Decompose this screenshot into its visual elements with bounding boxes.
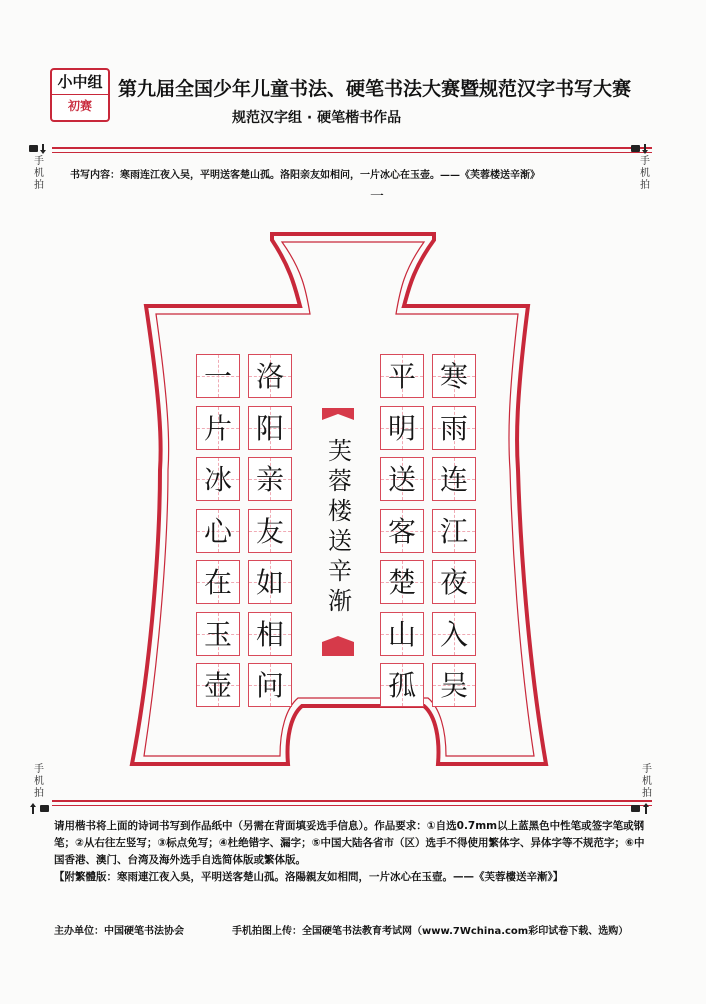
- grid-cell: [248, 509, 292, 553]
- grid-cell: [432, 354, 476, 398]
- grid-cell: [380, 457, 424, 501]
- grid-char: 相: [255, 617, 284, 651]
- grid-cell: [432, 406, 476, 450]
- grid-char: 在: [203, 566, 232, 599]
- organizer: 主办单位：中国硬笔书法协会: [54, 926, 184, 937]
- traditional-version: 【附繁體版：寒雨連江夜入吳，平明送客楚山孤。洛陽親友如相問，一片冰心在玉壺。——《芙蓉樓送辛漸》】: [54, 871, 564, 883]
- grid-char: 送: [387, 463, 416, 496]
- grid-cell: [380, 354, 424, 398]
- grid-cell: [196, 663, 240, 707]
- grid-char: 孤: [387, 669, 416, 702]
- grid-cell: [196, 509, 240, 553]
- side-label-left-top: 手 机 拍: [34, 156, 44, 191]
- grid-cell: [432, 509, 476, 553]
- grid-cell: [248, 612, 292, 656]
- requirements-text: 请用楷书将上面的诗词书写到作品纸中（另需在背面填妥选手信息）。作品要求：①自选0.7mm以上蓝黑色中性笔或签字笔或钢笔；②从右往左竖写；③标点免写；④杜绝错字、漏字；⑤中国大陆各省市（区）选手不得使用繁体字、异体字等不规范字；⑥中国香港、澳门、台湾及海外选手自选简体版或繁体版。: [54, 820, 645, 866]
- grid-cell: [248, 354, 292, 398]
- side-label-right-bottom: 手 机 拍: [642, 764, 652, 799]
- page-subtitle: 规范汉字组 · 硬笔楷书作品: [232, 110, 402, 126]
- grid-cell: [248, 457, 292, 501]
- signature-char: 辛: [328, 557, 352, 585]
- grid-char: 明: [387, 411, 416, 445]
- upload-info: 手机拍图上传：全国硬笔书法教育考试网（www.7Wchina.com彩印试卷下载、选购）: [232, 926, 629, 937]
- grid-cell: [380, 406, 424, 450]
- grid-cell: [432, 663, 476, 707]
- signature-char: 芙: [328, 437, 352, 465]
- grid-char: 心: [203, 514, 232, 548]
- grid-cell: [196, 612, 240, 656]
- grid-char: 玉: [203, 617, 232, 651]
- grid-char: 如: [255, 566, 284, 599]
- grid-char: 片: [203, 411, 232, 445]
- grid-cell: [380, 509, 424, 553]
- grid-char: 江: [439, 514, 468, 548]
- grid-char: 楚: [387, 566, 416, 599]
- grid-cell: [248, 663, 292, 707]
- grid-char: 平: [387, 360, 416, 393]
- pen-mark: 一: [370, 189, 384, 205]
- grid-char: 冰: [203, 463, 232, 496]
- grid-cell: [248, 560, 292, 604]
- grid-char: 客: [387, 514, 416, 548]
- side-label-right-top: 手 机 拍: [640, 156, 650, 191]
- grid-char: 阳: [255, 411, 284, 445]
- side-label-left-bottom: 手 机 拍: [34, 764, 44, 799]
- signature-char: 渐: [328, 587, 352, 615]
- grid-cell: [380, 663, 424, 707]
- signature-char: 蓉: [328, 467, 352, 495]
- writing-content: 书写内容：寒雨连江夜入吴，平明送客楚山孤。洛阳亲友如相问，一片冰心在玉壶。——《芙蓉楼送辛渐》: [70, 170, 540, 181]
- stage-label: 初赛: [67, 99, 92, 113]
- grid-char: 亲: [255, 463, 284, 496]
- grid-char: 连: [439, 463, 468, 496]
- grid-char: 夜: [439, 566, 468, 599]
- grid-cell: [432, 612, 476, 656]
- grid-cell: [380, 560, 424, 604]
- grid-char: 洛: [255, 360, 284, 393]
- signature-char: 楼: [328, 497, 352, 525]
- grid-cell: [380, 612, 424, 656]
- grid-cell: [432, 560, 476, 604]
- grid-cell: [196, 354, 240, 398]
- signature-char: 送: [328, 527, 352, 555]
- grid-char: 雨: [439, 411, 468, 445]
- grid-char: 吴: [439, 669, 468, 702]
- grid-char: 壶: [203, 669, 232, 702]
- grid-char: 问: [255, 669, 284, 702]
- group-label: 小中组: [52, 70, 108, 95]
- signature-column: [320, 436, 360, 616]
- grid-char: 一: [203, 360, 232, 393]
- page-title: 第九届全国少年儿童书法、硬笔书法大赛暨规范汉字书写大赛: [118, 78, 632, 100]
- grid-char: 入: [439, 617, 468, 651]
- grid-char: 友: [255, 514, 284, 548]
- grid-cell: [196, 406, 240, 450]
- grid-char: 寒: [439, 360, 468, 393]
- grid-cell: [248, 406, 292, 450]
- grid-cell: [196, 560, 240, 604]
- grid-cell: [196, 457, 240, 501]
- requirements: [54, 818, 654, 886]
- grid-cell: [432, 457, 476, 501]
- grid-char: 山: [387, 617, 416, 651]
